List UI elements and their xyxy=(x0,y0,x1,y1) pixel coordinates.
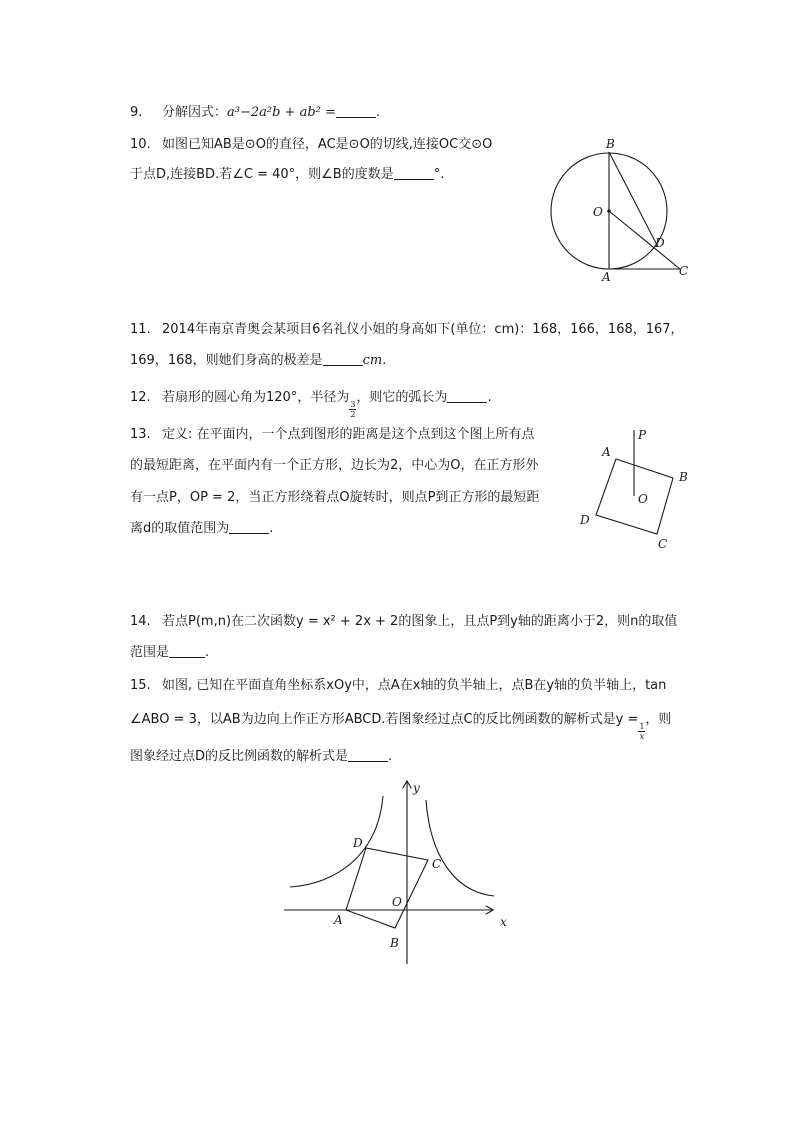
answer-blank[interactable] xyxy=(229,521,269,534)
label-c: C xyxy=(679,264,689,278)
q12-tail: . xyxy=(487,390,492,405)
q14-line1 xyxy=(130,613,677,631)
answer-blank[interactable] xyxy=(336,105,376,118)
question-number: 9. xyxy=(130,105,143,120)
question-number: 11. xyxy=(130,322,151,337)
fraction-numerator: 1 xyxy=(639,722,645,731)
label-a: A xyxy=(334,913,343,927)
answer-blank[interactable] xyxy=(394,167,434,180)
label-a: A xyxy=(602,270,611,284)
q9-expression: a³−2a²b + ab² = xyxy=(227,105,336,120)
q11-line1 xyxy=(130,321,684,339)
square-abcd xyxy=(346,848,428,928)
label-o: O xyxy=(638,492,648,506)
q14-tail: . xyxy=(205,645,210,660)
q14-text-1: 若点P(m,n)在二次函数y = x² + 2x + 2的图象上，且点P到y轴的距离小于2，则n的取值 xyxy=(162,614,678,629)
question-number: 14. xyxy=(130,614,151,629)
question-number: 15. xyxy=(130,678,151,693)
question-number: 10. xyxy=(130,137,151,152)
q13-square-figure xyxy=(570,424,700,556)
point-o xyxy=(607,209,611,213)
label-x: x xyxy=(500,915,507,929)
q13-text-4: 离d的取值范围为 xyxy=(130,521,230,536)
label-b: B xyxy=(606,137,615,151)
q14-line2 xyxy=(130,644,209,662)
fraction-denominator: x xyxy=(639,732,645,741)
q10-circle-figure xyxy=(540,136,700,286)
q12-text-2: ，则它的弧长为 xyxy=(356,390,448,405)
q15-text-3: ，则 xyxy=(645,712,672,727)
q13-line4 xyxy=(130,520,273,538)
q13-text-1: 定义: 在平面内，一个点到图形的距离是这个点到这个图上所有点 xyxy=(162,427,535,442)
q9-text: 分解因式： xyxy=(162,105,228,120)
hyperbola-through-c xyxy=(426,800,494,896)
label-o: O xyxy=(593,205,603,219)
q15-text-1: 如图, 已知在平面直角坐标系xOy中，点A在x轴的负半轴上，点B在y轴的负半轴上，tan xyxy=(162,678,667,693)
label-d: D xyxy=(655,236,665,250)
label-p: P xyxy=(638,428,647,442)
label-c: C xyxy=(658,537,668,551)
q11-text-1: 2014年南京青奥会某项目6名礼仪小姐的身高如下(单位：cm)：168，166，168，167， xyxy=(162,322,684,337)
q15-line3 xyxy=(130,748,392,766)
hyperbola-through-d xyxy=(290,796,383,887)
q9-line1 xyxy=(130,104,380,122)
q14-text-2: 范围是 xyxy=(130,645,170,660)
label-d: D xyxy=(353,836,363,850)
label-b: B xyxy=(679,470,688,484)
q13-line2 xyxy=(130,457,539,475)
q15-coordinate-figure xyxy=(280,776,520,968)
q15-line1 xyxy=(130,677,666,695)
answer-blank[interactable] xyxy=(169,645,205,658)
q13-line1 xyxy=(130,426,535,444)
q10-tail: °. xyxy=(433,167,445,182)
question-number: 12. xyxy=(130,390,151,405)
label-d: D xyxy=(580,513,590,527)
q10-text-2: 于点D,连接BD.若∠C = 40°，则∠B的度数是 xyxy=(130,167,394,182)
q10-line2 xyxy=(130,166,444,184)
q12-line1 xyxy=(130,389,492,419)
q9-tail: . xyxy=(375,105,381,120)
q12-text-1: 若扇形的圆心角为120°，半径为 xyxy=(162,390,350,405)
q13-text-2: 的最短距离，在平面内有一个正方形，边长为2，中心为O，在正方形外 xyxy=(130,458,539,473)
q10-line1 xyxy=(130,136,492,154)
answer-blank[interactable] xyxy=(323,353,363,366)
q15-tail: . xyxy=(388,749,393,764)
q11-line2 xyxy=(130,352,386,370)
fraction-denominator: 2 xyxy=(350,410,356,419)
q11-tail: cm. xyxy=(362,353,387,368)
label-o: O xyxy=(392,895,402,909)
q15-line2 xyxy=(130,711,671,741)
label-c: C xyxy=(432,857,442,871)
q15-text-2: ∠ABO = 3，以AB为边向上作正方形ABCD.若图象经过点C的反比例函数的解析式是y = xyxy=(130,712,639,727)
q11-text-2: 169，168，则她们身高的极差是 xyxy=(130,353,323,368)
label-y: y xyxy=(413,781,420,795)
segment-bd xyxy=(609,152,658,247)
answer-blank[interactable] xyxy=(348,749,388,762)
q15-text-4: 图象经过点D的反比例函数的解析式是 xyxy=(130,749,349,764)
q10-text-1: 如图已知AB是⊙O的直径，AC是⊙O的切线,连接OC交⊙O xyxy=(162,137,493,152)
q13-tail: . xyxy=(269,521,274,536)
q13-line3 xyxy=(130,489,539,507)
fraction-numerator: 3 xyxy=(350,400,356,409)
label-a: A xyxy=(602,445,611,459)
label-b: B xyxy=(390,936,399,950)
answer-blank[interactable] xyxy=(447,390,487,403)
q13-text-3: 有一点P，OP = 2，当正方形绕着点O旋转时，则点P到正方形的最短距 xyxy=(130,490,540,505)
question-number: 13. xyxy=(130,427,151,442)
